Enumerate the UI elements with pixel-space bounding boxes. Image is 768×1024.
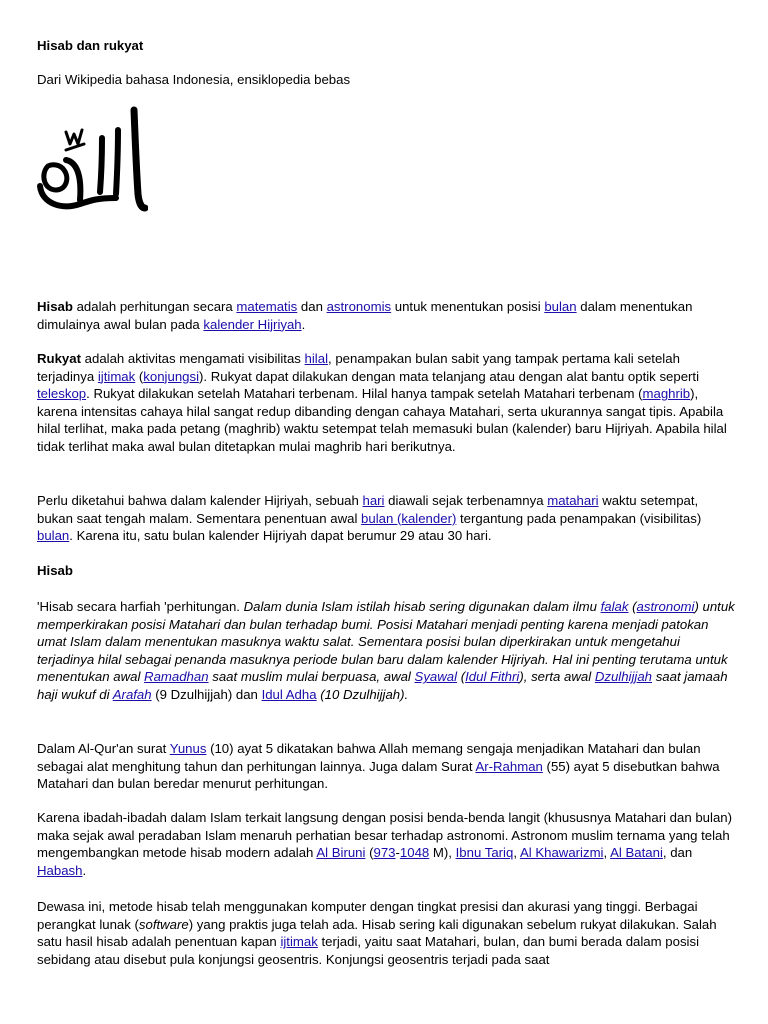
link-idul-adha[interactable]: Idul Adha [261, 686, 317, 702]
link-arafah[interactable]: Arafah [112, 686, 152, 702]
page-subtitle: Dari Wikipedia bahasa Indonesia, ensiklopedia bebas [37, 72, 351, 87]
link-bulan[interactable]: bulan [544, 299, 577, 314]
link-maghrib[interactable]: maghrib [642, 386, 691, 402]
link-hari[interactable]: hari [362, 493, 385, 508]
link-kalender-hijriyah[interactable]: kalender Hijriyah [203, 316, 302, 332]
link-syawal[interactable]: Syawal [414, 669, 458, 685]
link-yunus[interactable]: Yunus [169, 741, 207, 756]
link-ramadhan[interactable]: Ramadhan [144, 669, 209, 685]
link-bulan-kalender[interactable]: bulan (kalender) [361, 510, 457, 526]
link-hilal[interactable]: hilal [304, 351, 329, 366]
link-al-batani[interactable]: Al Batani [610, 845, 663, 861]
link-astronomi[interactable]: astronomi [636, 599, 695, 614]
paragraph-hisab-definition: Hisab adalah perhitungan secara matematis dan astronomis untuk menentukan posisi bulan dalam menentukan dimulainya awal bulan pada kalender Hijriyah. [37, 299, 693, 332]
page-title: Hisab dan rukyat [37, 38, 144, 53]
link-astronomis[interactable]: astronomis [326, 299, 392, 314]
term-hisab: Hisab [37, 299, 73, 314]
link-konjungsi[interactable]: konjungsi [143, 368, 200, 384]
paragraph-rukyat-definition: Rukyat adalah aktivitas mengamati visibilitas hilal, penampakan bulan sabit yang tampak pertama kali setelah terjadinya ijtimak (konjungsi). Rukyat dapat dilakukan dengan mata telanjang atau dengan alat bantu optik seperti teleskop. Rukyat dilakukan setelah Matahari terbenam. Hilal hanya tampak setelah Matahari terbenam (maghrib), karena intensitas cahaya hilal sangat redup dibanding dengan cahaya Matahari, serta ukurannya sangat tipis. Apabila hilal terlihat, maka pada petang (maghrib) waktu setempat telah memasuki bulan (kalender) baru Hijriyah. Apabila hilal tidak terlihat maka awal bulan ditetapkan mulai maghrib hari berikutnya. [37, 351, 727, 454]
link-habash[interactable]: Habash [37, 862, 83, 878]
link-ar-rahman[interactable]: Ar-Rahman [475, 758, 543, 774]
link-ijtimak[interactable]: ijtimak [97, 368, 136, 384]
link-falak[interactable]: falak [600, 599, 629, 614]
link-al-khawarizmi[interactable]: Al Khawarizmi [519, 845, 604, 861]
paragraph-quran-reference: Dalam Al-Qur'an surat Yunus (10) ayat 5 dikatakan bahwa Allah memang sengaja menjadikan Matahari dan bulan sebagai alat menghitung tahun dan perhitungan lainnya. Juga dalam Surat Ar-Rahman (55) ayat 5 disebutkan bahwa Matahari dan bulan beredar menurut perhitungan. [37, 741, 720, 792]
allah-calligraphy-image [36, 104, 148, 216]
paragraph-hisab-meaning: 'Hisab secara harfiah 'perhitungan. Dalam dunia Islam istilah hisab sering digunakan dalam ilmu falak (astronomi) untuk memperkirakan posisi Matahari dan bulan terhadap bumi. Posisi Matahari menjadi penting karena menjadi patokan umat Islam dalam menentukan masuknya waktu salat. Sementara posisi bulan diperkirakan untuk mengetahui terjadinya hilal sebagai penanda masuknya periode bulan baru dalam kalender Hijriyah. Hal ini penting terutama untuk menentukan awal Ramadhan saat muslim mulai berpuasa, awal Syawal (Idul Fithri), serta awal Dzulhijjah saat jamaah haji wukuf di Arafah (9 Dzulhijjah) dan Idul Adha (10 Dzulhijjah). [37, 599, 735, 702]
link-idul-fithri[interactable]: Idul Fithri [465, 669, 520, 685]
paragraph-astronomers: Karena ibadah-ibadah dalam Islam terkait langsung dengan posisi benda-benda langit (khususnya Matahari dan bulan) maka sejak awal peradaban Islam menaruh perhatian besar terhadap astronomi. Astronom muslim ternama yang telah mengembangkan metode hisab modern adalah Al Biruni (973-1048 M), Ibnu Tariq, Al Khawarizmi, Al Batani, dan Habash. [37, 810, 733, 878]
link-bulan-2[interactable]: bulan [37, 528, 70, 544]
section-heading-hisab: Hisab [37, 563, 73, 578]
link-matahari[interactable]: matahari [547, 493, 599, 508]
link-dzulhijjah[interactable]: Dzulhijjah [594, 669, 653, 685]
link-teleskop[interactable]: teleskop [37, 386, 87, 402]
link-al-biruni[interactable]: Al Biruni [316, 845, 366, 861]
link-973[interactable]: 973 [373, 845, 396, 861]
link-matematis[interactable]: matematis [236, 299, 298, 314]
term-rukyat: Rukyat [37, 351, 81, 366]
link-ibnu-tariq[interactable]: Ibnu Tariq [455, 845, 514, 861]
link-1048[interactable]: 1048 [399, 845, 430, 861]
link-ijtimak-2[interactable]: ijtimak [280, 934, 318, 950]
paragraph-hari-hijriyah: Perlu diketahui bahwa dalam kalender Hijriyah, sebuah hari diawali sejak terbenamnya matahari waktu setempat, bukan saat tengah malam. Sementara penentuan awal bulan (kalender) tergantung pada penampakan (visibilitas) bulan. Karena itu, satu bulan kalender Hijriyah dapat berumur 29 atau 30 hari. [37, 493, 702, 544]
paragraph-modern-hisab: Dewasa ini, metode hisab telah menggunakan komputer dengan tingkat presisi dan akurasi yang tinggi. Berbagai perangkat lunak (software) yang praktis juga telah ada. Hisab sering kali digunakan sebelum rukyat dilakukan. Salah satu hasil hisab adalah penentuan kapan ijtimak terjadi, yaitu saat Matahari, bulan, dan bumi berada dalam posisi sebidang atau disebut pula konjungsi geosentris. Konjungsi geosentris terjadi pada saat [37, 899, 717, 967]
